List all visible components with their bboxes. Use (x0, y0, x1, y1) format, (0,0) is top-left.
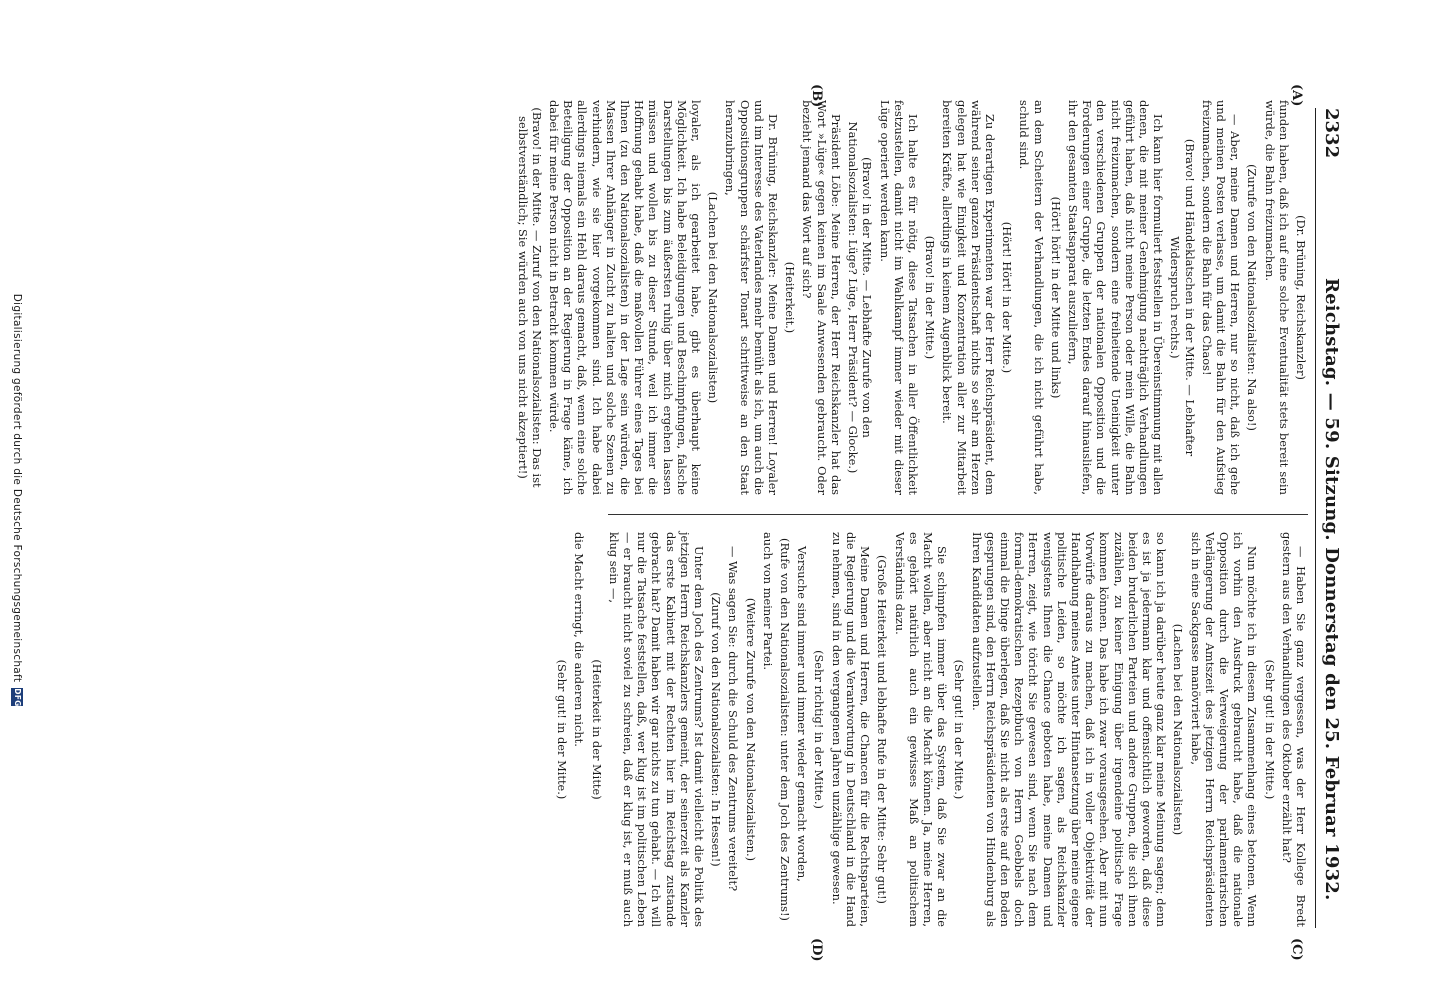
paragraph: die Macht erringt, die anderen nicht. (572, 532, 587, 747)
interjection: (Zuruf von den Nationalsozialisten: In Hessen!) (709, 592, 724, 867)
digitization-credit (5, 0, 29, 1000)
paragraph: Ich halte es für nötig, diese Tatsachen in aller Öffentlichkeit festzustellen, damit nicht im Wahlkampf immer wieder mit dieser Lüge operiert werden kann. (877, 100, 920, 495)
paragraph: Zu derartigen Experimenten war der Herr Reichspräsident, dem während seiner ganzen Präsidentschaft nichts so sehr am Herzen gelegen hat wie Einigkeit und Konzentration aller zur Mitarbeit bereiten Kräfte, allerdings in keinem Augenblick bereit. (940, 100, 997, 495)
paragraph: — Aber, meine Damen und Herren, nur so nicht, daß ich gehe und meinen Posten verlasse, um damit die Bahn für den Aufstieg freizumachen, sondern die Bahn für das Chaos! (1199, 100, 1243, 495)
paragraph: — Haben Sie ganz vergessen, was der Herr Kollege Bredt gestern aus den Verhandlungen des Oktober erzählt hat? (1279, 532, 1308, 927)
interjection: (Bravo! und Händeklatschen in der Mitte. — Lebhafter Widerspruch rechts.) (1168, 138, 1197, 457)
paragraph: Meine Damen und Herren, die Chancen für die Rechtsparteien, die Regierung und die Verantwortung in Deutschland in die Hand zu nehmen, sind in den vergangenen Jahren unzählige gewesen. (829, 532, 873, 927)
margin-marker-c: (C) (1289, 938, 1304, 961)
paragraph: — Was sagen Sie: durch die Schuld des Zentrums vereitelt? (726, 546, 741, 892)
right-column (555, 532, 1308, 927)
paragraph: (Dr. Brüning, Reichskanzler) (1294, 215, 1308, 380)
interjection: (Bravo! in der Mitte. — Zuruf von den Nationalsozialisten: Das ist selbstverständlich; Sie würden auch von uns nicht akzeptiert!) (515, 107, 544, 488)
paragraph: Nun möchte ich in diesem Zusammenhang eines betonen. Wenn ich vorhin den Ausdruck gebraucht habe, daß die nationale Opposition durch die Verweigerung der parlamentarischen Verlängerung der Amtszeit des jetzigen Herrn Reichspräsidenten sich in eine Sackgasse manövriert habe, (1188, 532, 1260, 927)
interjection: (Hört! Hört! in der Mitte.) (1000, 221, 1015, 374)
dfg-logo-icon: DFG (13, 688, 22, 707)
interjection: (Rufe von den Nationalsozialisten: unter dem Joch des Zentrums!) (778, 538, 793, 921)
interjection: (Zurufe von den Nationalsozialisten: Na also!) (1245, 164, 1260, 431)
margin-marker-d: (D) (809, 938, 824, 962)
credit-text: Digitalisierung gefördert durch die Deutsche Forschungsgemeinschaft (11, 293, 23, 683)
column-divider (608, 514, 1308, 515)
left-column (515, 100, 1308, 495)
margin-marker-a: (A) (1289, 84, 1304, 107)
interjection: (Heiterkeit in der Mitte) (589, 659, 604, 800)
running-title: Reichstag. — 59. Sitzung. Donnerstag den 25. Februar 1932. (1321, 278, 1342, 901)
interjection: (Lachen bei den Nationalsozialisten) (706, 191, 721, 404)
interjection: (Sehr gut! in der Mitte.) (555, 659, 570, 800)
paragraph: loyaler, als ich gearbeitet habe, gibt es überhaupt keine Möglichkeit. Ich habe Beleidigungen und Beschimpfungen, falsche Darstellungen bis zum äußersten ruhig über mich ergehen lassen müssen und wollen bis zu dieser Stunde, weil ich immer die Hoffnung gehabt habe, daß die maßvollen Führer eines Tages bei Ihnen (zu den Nationalsozialisten) in der Lage sein würden, die Massen Ihrer Anhänger in Zucht zu halten und solche Szenen zu verhindern, wie sie hier vorgekommen sind. Ich habe dabei allerdings niemals ein Hehl daraus gemacht, daß, wenn eine solche Beteiligung der Opposition an der Regierung in Frage käme, ich dabei für meine Person nicht in Betracht kommen würde. (547, 100, 704, 495)
interjection: (Bravo! in der Mitte. — Lebhafte Zurufe von den Nationalsozialisten: Lüge? Lüge, Herr Präsident? — Glocke.) (846, 121, 875, 474)
interjection: (Lachen bei den Nationalsozialisten) (1171, 623, 1186, 836)
margin-marker-b: (B) (809, 84, 824, 108)
paragraph: so kann ich ja darüber heute ganz klar meine Meinung sagen; denn es ist ja jedermann klar und offensichtlich geworden, daß diese beiden bruderlichen Parteien und andere Gruppen, die sich ihnen zuzählen, zu keiner Einigung über irgendeine politische Frage kommen können. Das habe ich zwar vorausgesehen. Aber mit nun Vorwürfe daraus zu machen, daß ich in voller Objektivität der Handhabung meines Amtes unter Hintansetzung über meine eigene politische Leiden, so möchte ich sagen, als Reichskanzler wenigstens Ihnen die Chance geboten habe, meine Damen und Herren, zeigt, wie töricht Sie gewesen sind, wenn Sie nach dem formal-demokratischen Rezeptbuch von Herrn Goebbels doch einmal die Dinge überlegen, daß Sie nicht als erste auf den Boden gesprungen sind, den Herrn Reichspräsidenten von Hindenburg als Ihren Kandidaten aufzustellen. (969, 532, 1169, 927)
interjection: (Sehr gut! in der Mitte.) (1262, 659, 1277, 800)
interjection: (Sehr gut! in der Mitte.) (952, 659, 967, 800)
interjection: (Große Heiterkeit und lebhafte Rufe in der Mitte: Sehr gut!) (875, 555, 890, 904)
paragraph: an dem Scheitern der Verhandlungen, die ich nicht geführt habe, schuld sind. (1017, 100, 1046, 495)
paragraph: Versuche sind immer und immer wieder gemacht worden, (795, 546, 810, 882)
paragraph: auch von meiner Partei. (760, 532, 775, 671)
paragraph: Sie schimpfen immer über das System, daß Sie zwar an die Macht wollen, aber nicht an die Macht können. Ja, meine Herren, es gehört natürlich auch ein gewisses Maß an politischem Verständnis dazu. (892, 532, 950, 927)
interjection: (Weitere Zurufe von den Nationalsozialisten.) (743, 597, 758, 862)
paragraph: Unter dem Joch des Zentrums? Ist damit vielleicht die Politik des jetzigen Herrn Reichskanzlers gemeint, der seinerzeit als Kanzler das erste Kabinett mit der Rechten hier im Reichstag zustande gebracht hat? Damit haben wir gar nichts zu tun gehabt. — Ich will nur die Tatsache feststellen, daß, wer klug ist im politischen Leben — er braucht nicht soviel zu schreien, daß er klug ist, er muß auch klug sein —, (606, 532, 707, 927)
interjection: (Heiterkeit.) (783, 261, 798, 334)
speaker-paragraph: Dr. Brüning, Reichskanzler: Meine Damen und Herren! Loyaler und im Interesse des Vaterlandes mehr bemüht als ich, um auch die Oppositionsgruppen schärfster Tonart schrittweise an den Staat heranzubringen, (723, 100, 781, 495)
interjection: (Sehr richtig! in der Mitte.) (812, 650, 827, 809)
speaker-paragraph: Präsident Löbe: Meine Herren, der Herr Reichskanzler hat das Wort »Lüge« gegen keinen im Saale Anwesenden gebraucht. Oder bezieht jemand das Wort auf sich? (800, 100, 843, 495)
paragraph: funden haben, daß ich auf eine solche Eventualität stets bereit sein würde, die Bahn freizumachen. (1262, 100, 1291, 495)
interjection: (Hört! hört! in der Mitte und links) (1048, 196, 1063, 399)
page-header (1315, 108, 1344, 928)
paragraph: Ich kann hier formuliert feststellen in Übereinstimmung mit allen denen, die mit meiner Genehmigung nachträglich Verhandlungen geführt haben, daß nicht meine Person oder mein Wille, die Bahn nicht freizumachen, sondern eine freiheitende Uneinigkeit unter den verschiedenen Gruppen der nationalen Opposition und die Forderungen einer Gruppe, die letzten Endes darauf hinausliefen, ihr den gesamten Staatsapparat auszuliefern, (1065, 100, 1166, 495)
page-number: 2332 (1321, 108, 1342, 159)
interjection: (Bravo! in der Mitte.) (923, 235, 938, 360)
